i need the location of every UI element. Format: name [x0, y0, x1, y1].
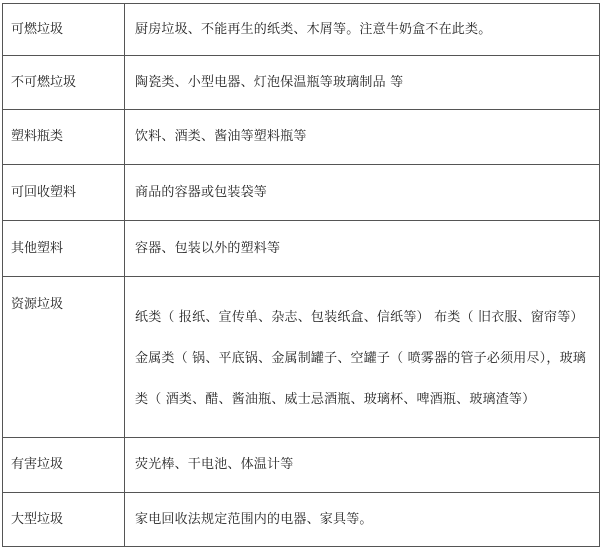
- category-cell: 其他塑料: [3, 221, 125, 277]
- category-cell: 不可燃垃圾: [3, 56, 125, 110]
- description-cell: 容器、包装以外的塑料等: [125, 221, 600, 277]
- category-cell: 大型垃圾: [3, 493, 125, 547]
- description-cell: 纸类（ 报纸、宣传单、杂志、包装纸盒、信纸等） 布类（ 旧衣服、窗帘等） 金属类（ 锅、平底锅、金属制罐子、空罐子（ 喷雾器的管子必须用尽），玻璃类（ 酒类、醋、酱油瓶、威士忌酒瓶、玻璃杯、啤酒瓶、玻璃渣等）: [125, 277, 600, 438]
- description-cell: 家电回收法规定范围内的电器、家具等。: [125, 493, 600, 547]
- category-cell: 塑料瓶类: [3, 110, 125, 165]
- table-row: [3, 110, 600, 165]
- description-cell: 饮料、酒类、酱油等塑料瓶等: [125, 110, 600, 165]
- category-cell: 可燃垃圾: [3, 4, 125, 56]
- table-row: [3, 277, 600, 438]
- category-cell: 可回收塑料: [3, 165, 125, 221]
- table-row: [3, 56, 600, 110]
- category-cell: 有害垃圾: [3, 438, 125, 493]
- description-cell: 商品的容器或包装袋等: [125, 165, 600, 221]
- table-row: [3, 165, 600, 221]
- garbage-classification-table: [2, 3, 600, 547]
- category-cell: 资源垃圾: [3, 277, 125, 438]
- table-row: [3, 4, 600, 56]
- description-cell: 厨房垃圾、不能再生的纸类、木屑等。注意牛奶盒不在此类。: [125, 4, 600, 56]
- table-row: [3, 438, 600, 493]
- description-cell: 陶瓷类、小型电器、灯泡保温瓶等玻璃制品 等: [125, 56, 600, 110]
- table-row: [3, 493, 600, 547]
- description-cell: 荧光棒、干电池、体温计等: [125, 438, 600, 493]
- table-row: [3, 221, 600, 277]
